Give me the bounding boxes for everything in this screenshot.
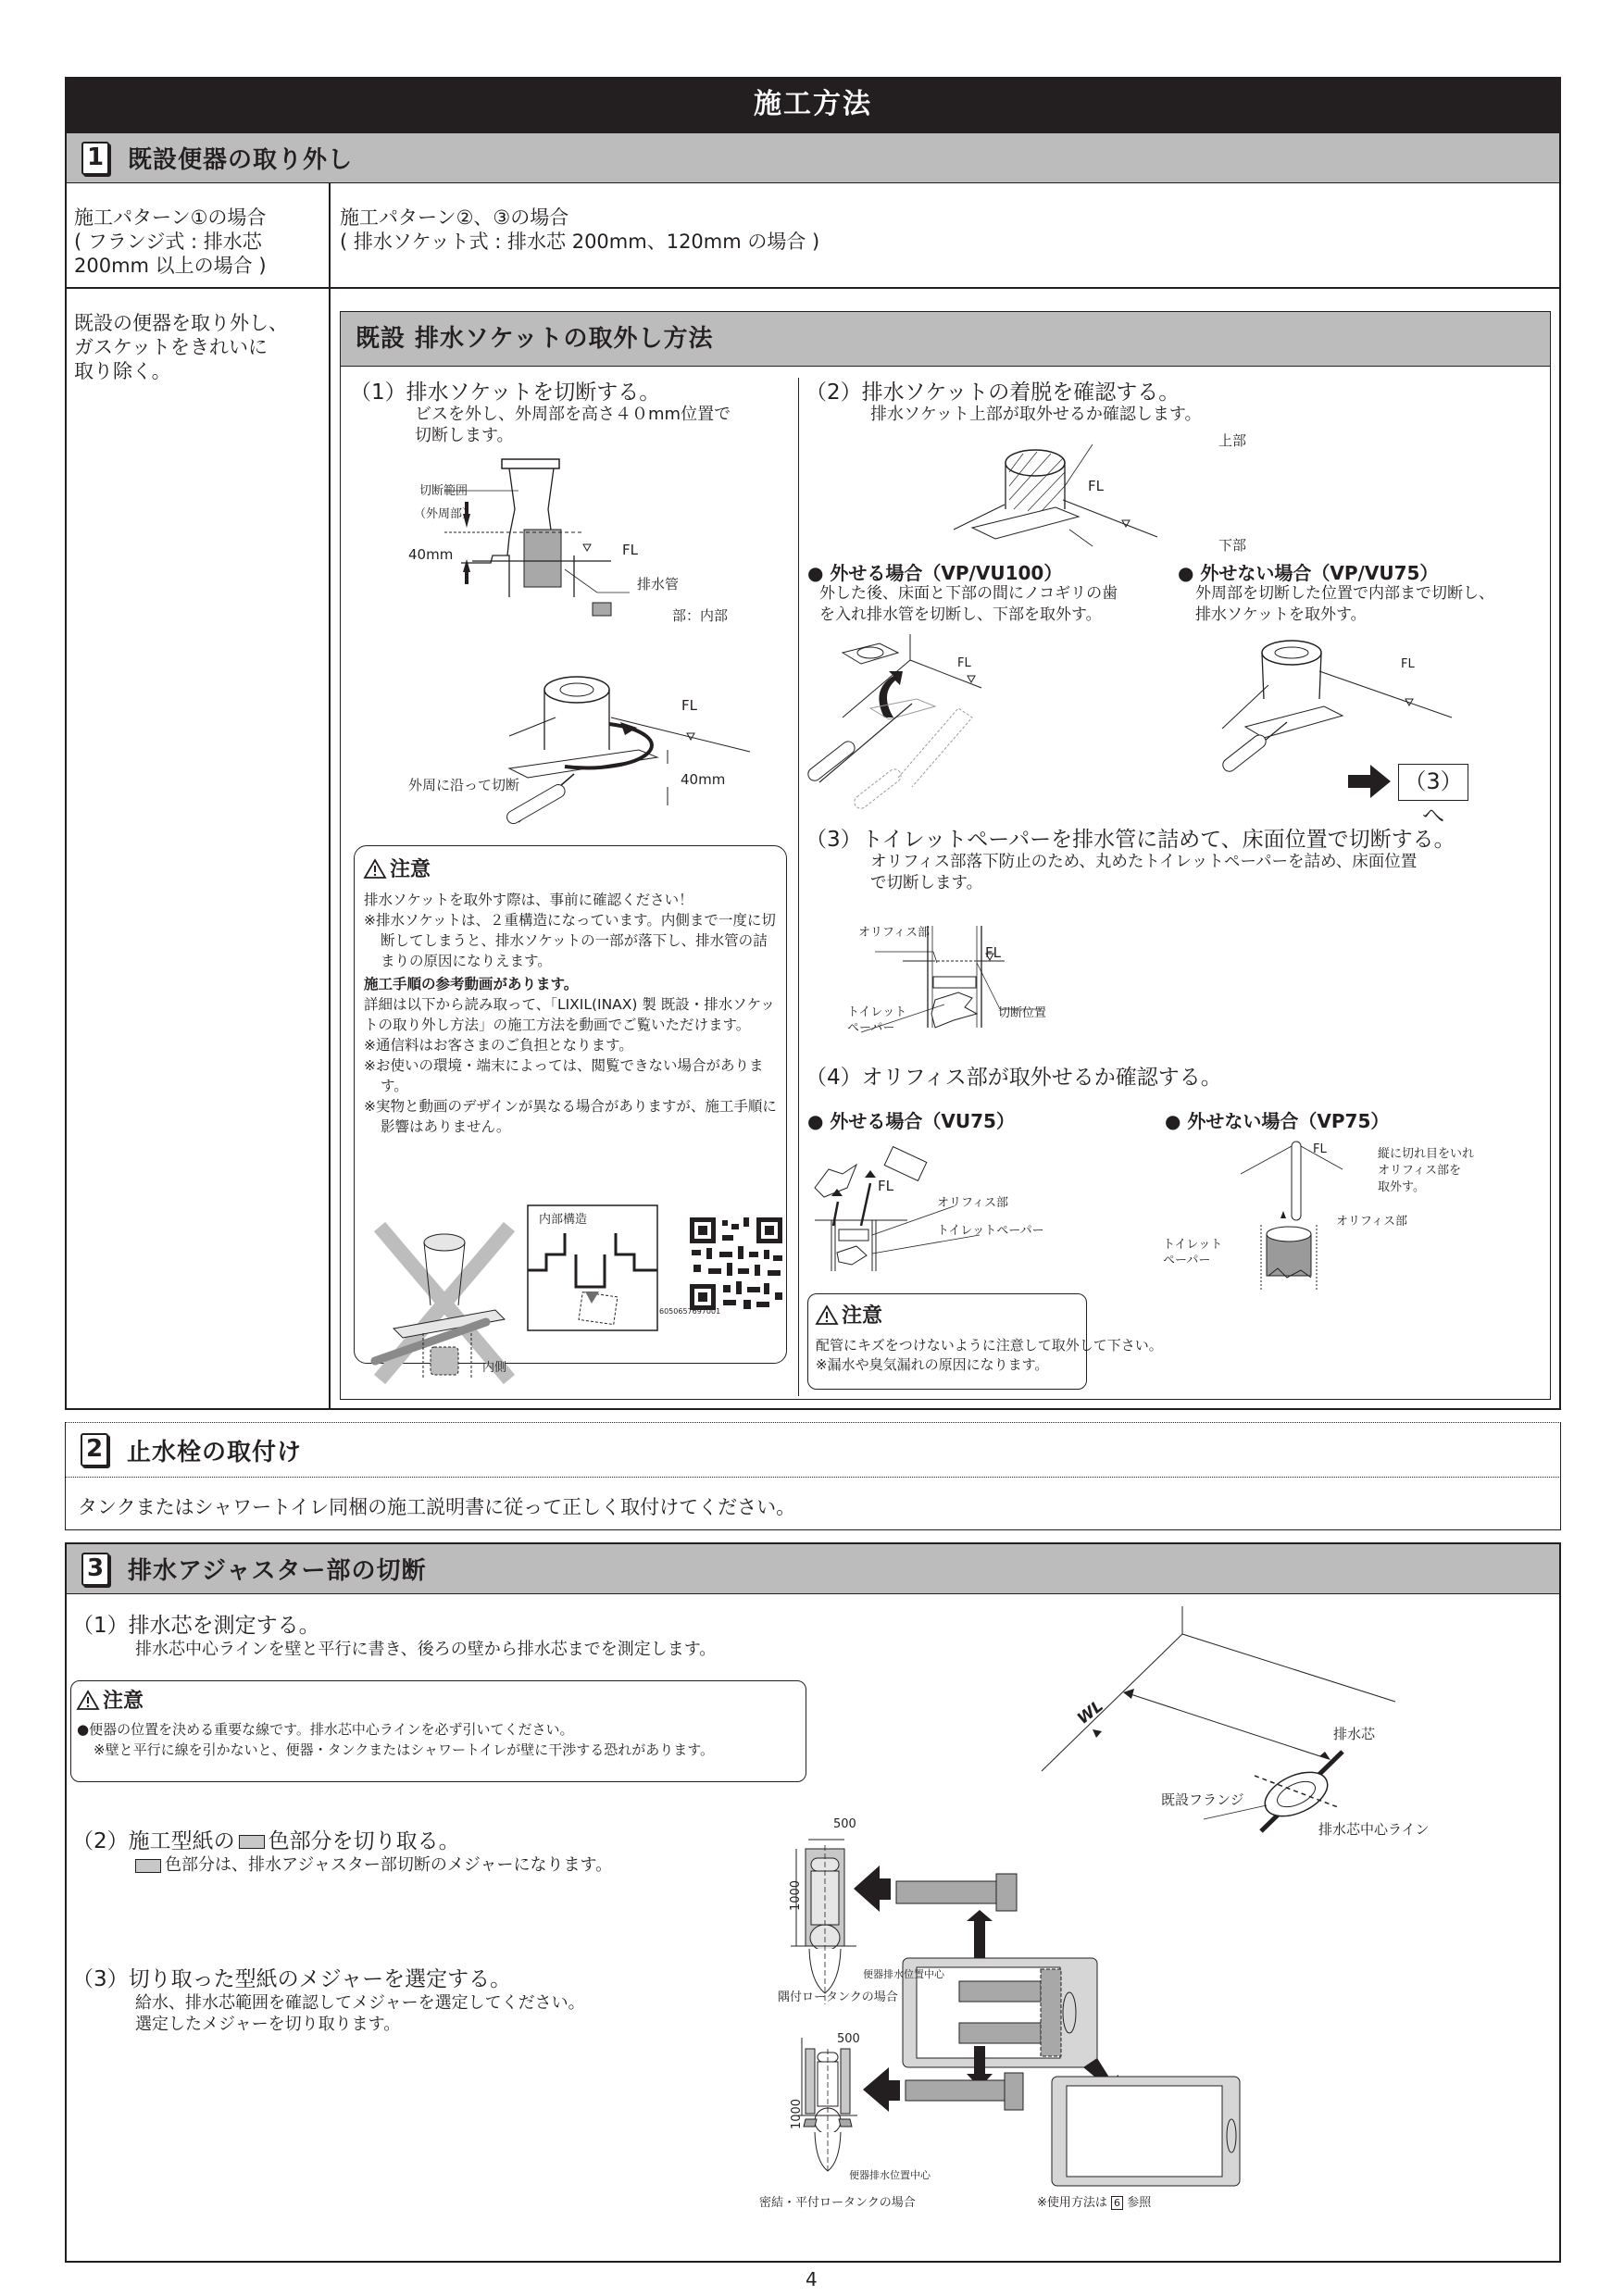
section-number: 2 bbox=[81, 1433, 108, 1466]
qr-code-number: 60506576970​01 bbox=[659, 1307, 721, 1316]
section-number: 1 bbox=[81, 142, 109, 175]
label-corner-tank-case: 隅付ロータンクの場合 bbox=[778, 1990, 898, 2004]
label-toilet-paper: トイレット ペーパー bbox=[1163, 1238, 1223, 1267]
caution-text: 排水ソケットを取外す際は、事前に確認ください！ ※排水ソケットは、２重構造になっています。内側まで一度に切断してしまうと、排水ソケットの一部が落下し、排水管の詰まりの原因になりえます。 施工手順の参考動画があります。 詳細は以下から読み取って、「LIXIL(INAX) 製 既設・排水ソケットの取り外し方法」の施工方法を動画でご覧いただけます。 ※通信料はお客さまのご負担となります。 ※お使いの環境・端末によっては、閲覧できない場合があります。 ※実物と動画のデザインが異なる場合がありますが、施工手順に影響はありません。 bbox=[364, 892, 777, 1135]
label-toilet-paper: トイレットペーパー bbox=[937, 1224, 1044, 1238]
label-fl: FL bbox=[957, 656, 971, 670]
caution-box-pipe bbox=[807, 1293, 1163, 1390]
section-2-header bbox=[65, 1422, 1561, 1478]
label-inside: 内側 bbox=[482, 1361, 507, 1375]
label-close-coupled-case: 密結・平付ロータンクの場合 bbox=[759, 2196, 916, 2210]
label-inner-part: 部：内部 bbox=[672, 607, 729, 624]
label-height-1000: 1000 bbox=[789, 1879, 804, 1912]
label-toilet-drain-center: 便器排水位置中心 bbox=[849, 2169, 931, 2181]
label-lower: 下部 bbox=[1218, 537, 1247, 554]
label-inner-structure: 内部構造 bbox=[539, 1213, 588, 1227]
orifice-not-removable-title: ● 外せない場合（VP75） bbox=[1165, 1110, 1390, 1132]
step4-title: （4）オリフィス部が取外せるか確認する。 bbox=[806, 1066, 1222, 1090]
divider bbox=[65, 287, 1561, 289]
label-width-500: 500 bbox=[837, 2032, 860, 2046]
case-not-removable-desc: 外周部を切断した位置で内部まで切断し、 排水ソケットを取外す。 bbox=[1195, 584, 1494, 624]
section-3-header bbox=[65, 1542, 1561, 1594]
label-toilet-drain-center: 便器排水位置中心 bbox=[863, 1968, 944, 1980]
divider bbox=[798, 378, 799, 1396]
label-drain-center: 排水芯 bbox=[1333, 1726, 1376, 1742]
do-not-cut-inner-illustration bbox=[356, 1204, 792, 1379]
label-fl: FL bbox=[622, 542, 638, 558]
case-removable-title: ● 外せる場合（VP/VU100） bbox=[807, 562, 1063, 584]
s3-step2-title: （2）施工型紙の 色部分を切り取る。 bbox=[72, 1829, 460, 1853]
s3-step1-desc: 排水芯中心ラインを壁と平行に書き、後ろの壁から排水芯までを測定します。 bbox=[135, 1640, 717, 1659]
caution-heading: 注意 bbox=[77, 1685, 800, 1714]
label-cut-position: 切断位置 bbox=[998, 1006, 1047, 1020]
label-vertical-cut-note: 縦に切れ目をいれ オリフィス部を 取外す。 bbox=[1378, 1147, 1475, 1194]
step2-desc: 排水ソケット上部が取外せるか確認します。 bbox=[870, 405, 1202, 424]
caution-heading: 注意 bbox=[816, 1300, 1079, 1329]
label-existing-flange: 既設フランジ bbox=[1161, 1791, 1244, 1808]
label-fl: FL bbox=[985, 944, 1001, 961]
label-fl: FL bbox=[1401, 657, 1415, 671]
caution-text: ●便器の位置を決める重要な線です。排水芯中心ラインを必ず引いてください。 ※壁と平行に線を引かないと、便器・タンクまたはシャワートイレが壁に干渉する恐れがあります。 bbox=[77, 1721, 715, 1758]
label-orifice: オリフィス部 bbox=[937, 1196, 1008, 1210]
page-number: 4 bbox=[806, 2268, 818, 2290]
section-title: 止水栓の取付け bbox=[127, 1438, 303, 1466]
label-fl: FL bbox=[878, 1178, 893, 1194]
page-title: 施工方法 bbox=[65, 77, 1561, 132]
step3-title: （3）トイレットペーパーを排水管に詰めて、床面位置で切断する。 bbox=[806, 828, 1455, 852]
gray-swatch-icon bbox=[135, 1859, 161, 1873]
s3-step2-desc: 色部分は、排水アジャスター部切断のメジャーになります。 bbox=[135, 1854, 612, 1876]
section-2-body: タンクまたはシャワートイレ同梱の施工説明書に従って正しく取付けてください。 bbox=[78, 1496, 796, 1518]
label-wl: WL bbox=[1073, 1697, 1107, 1728]
label-40mm: 40mm bbox=[408, 546, 454, 563]
saw-lower-part-illustration bbox=[806, 634, 1176, 815]
pattern-2-3-header: 施工パターン②、③の場合 ( 排水ソケット式 : 排水芯 200mm、120mm の場合 ) bbox=[340, 206, 820, 253]
step1-desc: ビスを外し、外周部を高さ４０mm位置で 切断します。 bbox=[415, 405, 731, 445]
goto-step3-box: （3）へ bbox=[1398, 764, 1468, 801]
label-outer: （外周部） bbox=[414, 507, 475, 521]
label-width-500: 500 bbox=[833, 1817, 856, 1831]
case-not-removable-title: ● 外せない場合（VP/VU75） bbox=[1178, 562, 1439, 584]
label-cut-range: 切断範囲 bbox=[419, 484, 468, 498]
label-fl: FL bbox=[1313, 1142, 1327, 1156]
label-drain-center-line: 排水芯中心ライン bbox=[1318, 1821, 1430, 1838]
socket-upper-lower-illustration bbox=[954, 435, 1259, 565]
socket-removal-title: 既設 排水ソケットの取外し方法 bbox=[340, 311, 1551, 367]
usage-note: ※使用方法は 6 参照 bbox=[1037, 2196, 1152, 2210]
orifice-removable-title: ● 外せる場合（VU75） bbox=[807, 1110, 1015, 1132]
section-1-header bbox=[65, 131, 1561, 183]
label-orifice: オリフィス部 bbox=[1336, 1215, 1407, 1229]
socket-cutting-illustration bbox=[343, 648, 796, 842]
caution-text: 配管にキズをつけないように注意して取外して下さい。 ※漏水や臭気漏れの原因になります。 bbox=[816, 1337, 1163, 1373]
step2-title: （2）排水ソケットの着脱を確認する。 bbox=[806, 381, 1181, 405]
label-cut-along-perimeter: 外周に沿って切断 bbox=[408, 777, 520, 793]
case-removable-desc: 外した後、床面と下部の間にノコギリの歯 を入れ排水管を切断し、下部を取外す。 bbox=[819, 584, 1118, 624]
label-toilet-paper: トイレット ペーパー bbox=[847, 1005, 907, 1035]
label-orifice: オリフィス部 bbox=[858, 926, 930, 940]
warning-triangle-icon bbox=[77, 1690, 99, 1710]
s3-step1-title: （1）排水芯を測定する。 bbox=[72, 1614, 320, 1638]
section-title: 既設便器の取り外し bbox=[128, 146, 354, 174]
template-measure-illustration bbox=[778, 1810, 1574, 2254]
warning-triangle-icon bbox=[816, 1304, 838, 1325]
step1-title: （1）排水ソケットを切断する。 bbox=[350, 381, 661, 405]
warning-triangle-icon bbox=[364, 858, 386, 879]
s3-step3-title: （3）切り取った型紙のメジャーを選定する。 bbox=[72, 1967, 512, 1991]
pattern-1-header: 施工パターン①の場合 ( フランジ式 : 排水芯 200mm 以上の場合 ) bbox=[74, 206, 267, 277]
label-fl: FL bbox=[681, 697, 697, 714]
section-title: 排水アジャスター部の切断 bbox=[128, 1557, 427, 1585]
gray-swatch-icon bbox=[239, 1835, 265, 1849]
s3-step3-desc: 給水、排水芯範囲を確認してメジャーを選定してください。 選定したメジャーを切り取ります。 bbox=[135, 1993, 585, 2034]
label-upper: 上部 bbox=[1218, 432, 1247, 449]
label-height-1000: 1000 bbox=[790, 2098, 805, 2130]
arrow-right-icon bbox=[1348, 765, 1391, 798]
caution-box-drain-line bbox=[70, 1680, 806, 1782]
section-number: 3 bbox=[81, 1553, 109, 1586]
label-fl: FL bbox=[1088, 478, 1104, 494]
reference-number-badge: 6 bbox=[1111, 2196, 1123, 2210]
label-drain-pipe: 排水管 bbox=[637, 576, 680, 593]
pattern-1-instructions: 既設の便器を取り外し、 ガスケットをきれいに 取り除く。 bbox=[74, 312, 288, 382]
divider bbox=[329, 183, 331, 1410]
step3-desc: オリフィス部落下防止のため、丸めたトイレットペーパーを詰め、床面位置 で切断します。 bbox=[870, 853, 1418, 892]
caution-heading: 注意 bbox=[364, 854, 777, 882]
label-40mm: 40mm bbox=[681, 771, 726, 788]
